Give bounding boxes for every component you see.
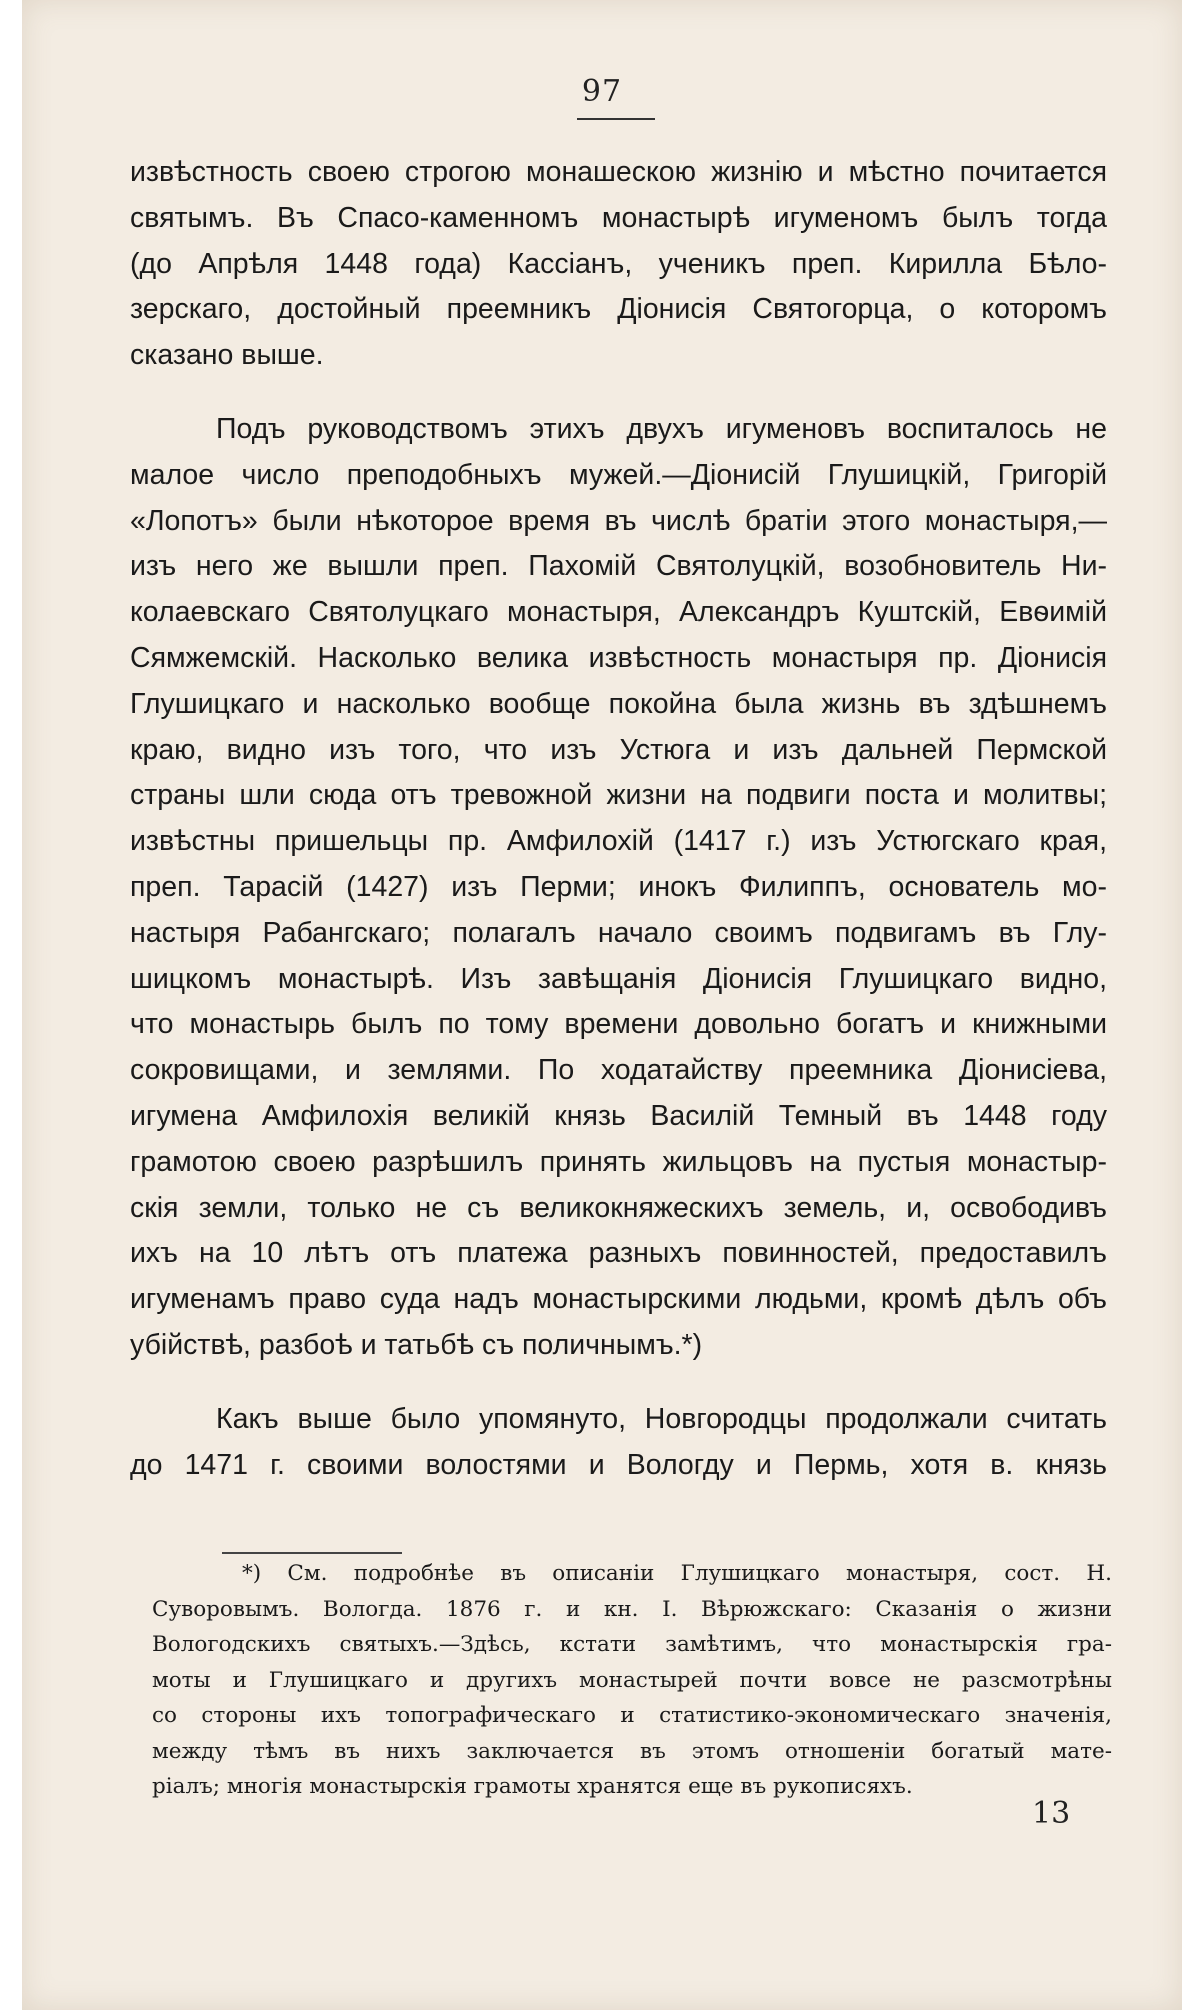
text-line: сказано выше. xyxy=(130,339,324,372)
text-line: зерскаго, достойный преемникъ Діонисія Святогорца, о которомъ xyxy=(130,293,1107,326)
footnote-line: Суворовымъ. Вологда. 1876 г. и кн. І. Вѣрюжскаго: Сказанія о жизни xyxy=(152,1596,1112,1622)
text-line: извѣстны пришельцы пр. Амфилохій (1417 г.) изъ Устюгскаго края, xyxy=(130,825,1107,858)
paragraph-2 xyxy=(130,407,1107,1369)
paragraph-gap xyxy=(130,1369,1107,1397)
text-line: Подъ руководствомъ этихъ двухъ игуменовъ воспиталось не xyxy=(216,412,1107,445)
signature-mark: 13 xyxy=(1032,1796,1071,1831)
paragraph-gap xyxy=(130,379,1107,407)
text-line: преп. Тарасій (1427) изъ Перми; инокъ Филиппъ, основатель мо- xyxy=(130,870,1107,903)
footnote-line: со стороны ихъ топографическаго и статистико-экономическаго значенія, xyxy=(152,1703,1112,1728)
paragraph-3 xyxy=(130,1397,1107,1489)
text-line: страны шли сюда отъ тревожной жизни на подвиги поста и молитвы; xyxy=(130,779,1107,812)
text-line: колаевскаго Святолуцкаго монастыря, Александръ Куштскій, Евѳимій xyxy=(130,596,1107,629)
page-number-rule xyxy=(577,118,655,120)
text-line: малое число преподобныхъ мужей.—Діонисій Глушицкій, Григорій xyxy=(130,458,1107,491)
footnote-rule xyxy=(222,1552,402,1554)
text-line: настыря Рабангскаго; полагалъ начало своимъ подвигамъ въ Глу- xyxy=(130,916,1107,949)
footnote-line: Вологодскихъ святыхъ.—Здѣсь, кстати замѣтимъ, что монастырскія гра- xyxy=(152,1632,1112,1657)
text-line: Сямжемскій. Насколько велика извѣстность монастыря пр. Діонисія xyxy=(130,641,1107,674)
text-line: святымъ. Въ Спасо-каменномъ монастырѣ игуменомъ былъ тогда xyxy=(130,201,1107,234)
footnote xyxy=(152,1556,1112,1805)
text-line: «Лопотъ» были нѣкоторое время въ числѣ братіи этого монастыря,— xyxy=(130,504,1107,537)
text-line: изъ него же вышли преп. Пахомій Святолуцкій, возобновитель Ни- xyxy=(130,550,1107,583)
text-line: грамотою своею разрѣшилъ принять жильцовъ на пустыя монастыр- xyxy=(130,1145,1107,1178)
text-line: до 1471 г. своими волостями и Вологду и Пермь, хотя в. князь xyxy=(130,1448,1107,1481)
text-line: игумена Амфилохія великій князь Василій Темный въ 1448 году xyxy=(130,1099,1107,1132)
main-text xyxy=(130,150,1107,1488)
page-number: 97 xyxy=(581,74,623,109)
text-line: Глушицкаго и насколько вообще покойна была жизнь въ здѣшнемъ xyxy=(130,687,1107,720)
text-line: игуменамъ право суда надъ монастырскими людьми, кромѣ дѣлъ объ xyxy=(130,1283,1107,1316)
text-line: скія земли, только не съ великокняжескихъ земель, и, освободивъ xyxy=(130,1191,1107,1224)
footnote-line: *) См. подробнѣе въ описаніи Глушицкаго монастыря, сост. Н. xyxy=(242,1561,1112,1586)
text-line: шицкомъ монастырѣ. Изъ завѣщанія Діонисія Глушицкаго видно, xyxy=(130,962,1107,995)
text-line: (до Апрѣля 1448 года) Кассіанъ, ученикъ преп. Кирилла Бѣло- xyxy=(130,247,1107,280)
text-line: Какъ выше было упомянуто, Новгородцы продолжали считать xyxy=(216,1402,1107,1435)
book-page xyxy=(22,0,1182,2010)
footnote-line: между тѣмъ въ нихъ заключается въ этомъ отношеніи богатый мате- xyxy=(152,1738,1112,1764)
text-line: что монастырь былъ по тому времени довольно богатъ и книжными xyxy=(130,1008,1107,1041)
text-line: убійствѣ, разбоѣ и татьбѣ съ поличнымъ.*) xyxy=(130,1328,703,1361)
text-line: краю, видно изъ того, что изъ Устюга и изъ дальней Пермской xyxy=(130,733,1107,766)
footnote-line: ріалъ; многія монастырскія грамоты хранятся еще въ рукописяхъ. xyxy=(152,1774,913,1799)
text-line: ихъ на 10 лѣтъ отъ платежа разныхъ повинностей, предоставилъ xyxy=(130,1237,1107,1270)
text-line: сокровищами, и землями. По ходатайству преемника Діонисіева, xyxy=(130,1054,1107,1087)
text-line: извѣстность своею строгою монашескою жизнію и мѣстно почитается xyxy=(130,156,1107,188)
footnote-line: моты и Глушицкаго и другихъ монастырей почти вовсе не разсмотрѣны xyxy=(152,1667,1112,1693)
paragraph-1 xyxy=(130,150,1107,379)
